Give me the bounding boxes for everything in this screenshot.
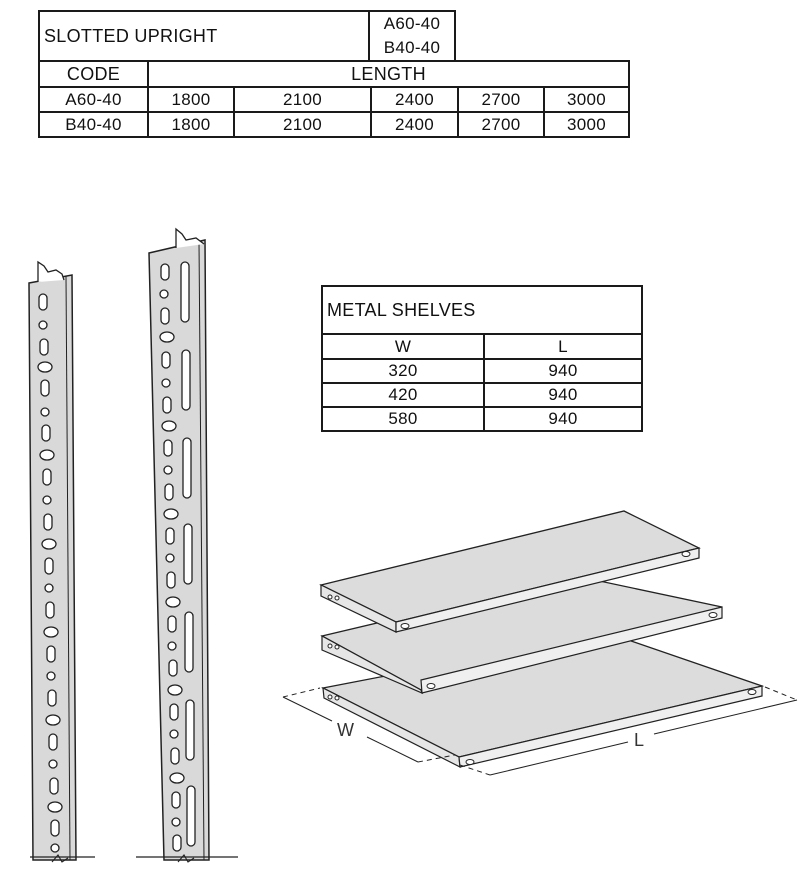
upright-wide-drawing	[136, 229, 238, 862]
shelves-w: 420	[321, 382, 485, 408]
header-code: CODE	[38, 60, 149, 88]
shelves-l: 940	[483, 358, 643, 384]
shelves-w: 580	[321, 406, 485, 432]
upright-code-a: A60-40	[383, 14, 441, 33]
row-length: 3000	[543, 111, 630, 138]
upright-code-b: B40-40	[383, 38, 441, 57]
row-code: B40-40	[38, 111, 149, 138]
row-length: 2100	[233, 86, 372, 113]
shelves-w: 320	[321, 358, 485, 384]
shelves-l: 940	[483, 382, 643, 408]
upright-title: SLOTTED UPRIGHT	[38, 10, 370, 62]
row-length: 2400	[370, 86, 459, 113]
row-length: 1800	[147, 111, 235, 138]
row-length: 3000	[543, 86, 630, 113]
row-length: 1800	[147, 86, 235, 113]
shelves-title: METAL SHELVES	[321, 285, 643, 335]
shelves-drawing	[283, 511, 797, 775]
shelves-header-w: W	[321, 333, 485, 360]
header-length: LENGTH	[147, 60, 630, 88]
shelves-header-l: L	[483, 333, 643, 360]
row-length: 2100	[233, 111, 372, 138]
upright-narrow-drawing	[29, 262, 95, 862]
shelf-length-label: L	[634, 730, 645, 750]
row-length: 2400	[370, 111, 459, 138]
row-length: 2700	[457, 86, 545, 113]
row-length: 2700	[457, 111, 545, 138]
shelves-l: 940	[483, 406, 643, 432]
row-code: A60-40	[38, 86, 149, 113]
shelf-width-label: W	[337, 720, 354, 740]
